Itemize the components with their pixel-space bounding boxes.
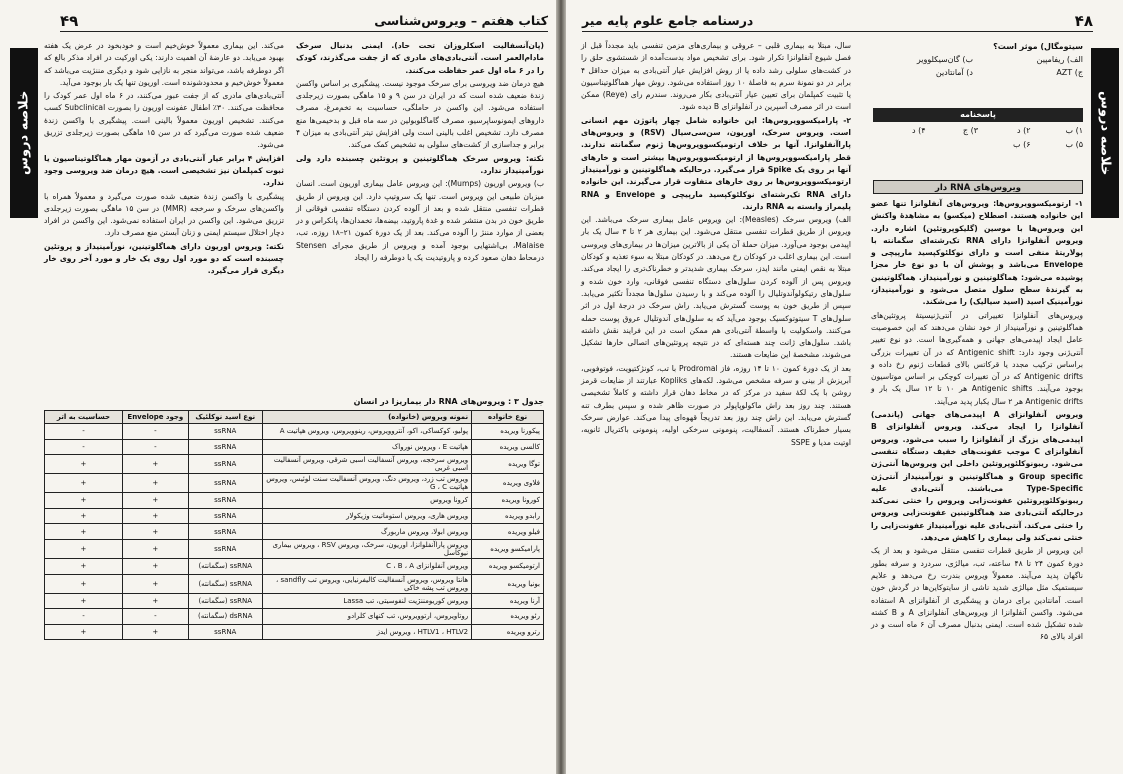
paragraph: سال، مبتلا به بیماری قلبی – عروقی و بیماری‌های مزمن تنفسی باید مجدداً قبل از فصل شیوع آنفلوانزا تکرار شود. برای تشخیص مواد بدست‌آمده از شستشوی حلق را در کشت‌های سلولی رشد داده یا از روش افزایش عیار آنتی‌بادی به میزان حداقل ۴ برابر در دو نمونهٔ سرم به فاصلهٔ ۱۰ روز استفاده می‌شود. روش مهار هماگلوتیناسیون یا تثبیت کمپلمان برای تعیین عیار آنتی‌بادی بکار می‌روند. سندرم رای (Reye) ممکن است در اثر مصرف آسپرین در آنفلوانزای B دیده شود.	[581, 41, 852, 112]
cell-examples: کرونا ویروس	[262, 493, 471, 509]
page-number: ۴۹	[60, 11, 79, 30]
cell-ether: -	[45, 424, 123, 440]
text-column-left	[581, 40, 851, 760]
col-header-family: نوع خانواده	[472, 411, 544, 424]
book-title: درسنامه جامع علوم پایه میر	[582, 13, 754, 28]
cell-nucleic-acid: ssRNA	[188, 539, 262, 558]
cell-nucleic-acid: ssRNA (سگمانته)	[188, 558, 262, 574]
cell-family: رترو ویریده	[472, 624, 544, 640]
cell-envelope: +	[122, 508, 188, 524]
table-row	[45, 474, 544, 493]
cell-examples: پولیو، کوکساکی، اکو، آنتروویروس، رینوویروس، ویروس هپاتیت A	[262, 424, 471, 440]
paragraph: می‌کند. این بیماری معمولاً خوش‌خیم است و خودبخود در عرض یک هفته بهبود می‌یابد. دو عارضهٔ آن اهمیت دارند: یکی اورکیت در افراد مذکر بالغ که اگر دوطرفه باشد، می‌تواند منجر به نازایی شود و دیگری مننژیت می‌باشد که معمولاً خوش‌خیم و محدودشونده است. اوریون تنها یک بار بوجود می‌آید.	[44, 41, 284, 87]
table-body	[45, 424, 544, 640]
paragraph: (پان‌آنسفالیت اسکلروزان تحت حاد). ایمنی بدنبال سرخک مادام‌العمر است. آنتی‌بادی‌های مادری که از جفت می‌گذرند، کودک را در ۶ ماه اول عمر حفاظت می‌کنند.	[296, 41, 544, 75]
page-right	[566, 0, 1123, 774]
cell-envelope: +	[122, 493, 188, 509]
book-title: کتاب هفتم – ویروس‌شناسی	[374, 13, 548, 28]
cell-ether: -	[45, 439, 123, 455]
col-header-examples: نمونه ویروس (خانواده)	[262, 411, 471, 424]
table-row	[45, 493, 544, 509]
cell-ether: +	[45, 558, 123, 574]
col-header-nucleic-acid: نوع اسید نوکلئیک	[188, 411, 262, 424]
paragraph: الف) ویروس سرخک (Measles): این ویروس عامل بیماری سرخک می‌باشد. این ویروس از طریق قطرات تنفسی منتقل می‌شود. این بیماری هر ۲ تا ۳ سال یک بار اپیدمی بوجود می‌آورد. میزان حملهٔ آن یکی از بالاترین میزان‌ها در بیماری‌های ویروسی است. این بیماری اغلب در کودکان رخ می‌دهد. در کودکان مبتلا به سوء تغذیه و کودکان مبتلا به نقص ایمنی مانند ایدز، سرخک بیماری شدیدتر و خطرناک‌تری را ایجاد می‌کند. ویروس پس از آلوده کردن سلول‌های دستگاه تنفسی فوقانی، وارد خون شده و سلول‌های رتیکولوآندوتلیال را آلوده می‌کند و با رسیدن سلول‌ها مجدداً تکثیر می‌یابد. سپس از طریق خون به پوست گسترش می‌یابد. راش سرخک در درجهٔ اول در اثر سلول‌های T سیتوتوکسیک بوجود می‌آید که به سلول‌های آندوتلیال عروق پوست حمله می‌کنند. واسکولیت با واسطهٔ آنتی‌بادی هم ممکن است در این فرایند نقش داشته باشد. سلول‌های ژانت چند هسته‌ای که در نتیجه پروتئین‌های اتصالی خارها تشکیل می‌شوند، مشخصهٔ این ضایعات هستند.	[581, 215, 852, 360]
cell-envelope: -	[122, 439, 188, 455]
cell-family: فیلو ویریده	[472, 524, 544, 540]
table-row	[45, 455, 544, 474]
paragraph: ویروس‌های آنفلوانزا تغییراتی در آنتی‌ژنیسیتهٔ پروتئین‌های هماگلوتینین و نورآمینیداز از خود نشان می‌دهند که این خصوصیت عامل ایجاد اپیدمی‌های جهانی و همه‌گیری‌ها است. دو نوع تغییر آنتی‌ژنی وجود دارد: Antigenic shift که در آن تغییرات بزرگی براساس ترکیب مجدد یا قرکاتس بالای قطعات ژنوم رخ داده و Antigenic drifts که در آن تغییرات کوچکی بر اساس موتاسیون بوجود می‌آیند. Antigenic shifts هر ۱۰ تا ۱۲ سال یک بار و Antigenic drifts هر ۲ سال یکبار پدید می‌آیند.	[871, 310, 1083, 406]
table-row	[45, 439, 544, 455]
col-header-envelope: وجود Envelope	[122, 411, 188, 424]
cell-ether: +	[45, 539, 123, 558]
book-gutter	[556, 0, 566, 774]
rna-virus-table	[44, 410, 544, 640]
paragraph: هیچ درمان ضد ویروسی برای سرخک موجود نیست. پیشگیری بر اساس واکسن زندهٔ ضعیف شده است که در ایران در سن ۹ و ۱۵ ماهگی بصورت زیرجلدی استفاده می‌شود. این واکسن در حاملگی، حساسیت به تخم‌مرغ، مصرف داروهای ایمونوساپرسیو، مصرف گاماگلوبولین در سه ماه قبل و بدخیمی‌ها منع مصرف دارد. تشخیص اغلب بالینی است ولی افزایش تیتر آنتی‌بادی به میزان ۴ برابر و جداسازی از کشت‌های سلولی به تشخیص کمک می‌کند.	[296, 78, 544, 150]
cell-envelope: +	[122, 593, 188, 609]
cell-examples: ویروس تب زرد، ویروس دنگ، ویروس آنسفالیت سنت لوئیس، ویروس هپاتیت G ، C	[262, 474, 471, 493]
question-options	[873, 53, 1083, 79]
option: الف) ریفامپین	[1036, 55, 1083, 64]
page-number: ۴۸	[1074, 11, 1093, 30]
cell-ether: +	[45, 524, 123, 540]
table-row	[45, 593, 544, 609]
cell-envelope: +	[122, 558, 188, 574]
paragraph: آنتی‌بادی‌های مادری که از جفت عبور می‌کنند، در ۶ ماه اول عمر کودک را محافظت می‌کنند. ۳۰٪ اطفال عفونت اوریون را بصورت Subclinical کسب می‌کنند. تشخیص اوریون معمولاً بالینی است. پیشگیری با واکسن زندهٔ ضعیف شده صورت می‌گیرد که در سن ۱۵ ماهگی بصورت زیرجلدی تزریق می‌شود.	[44, 91, 285, 150]
cell-envelope: -	[122, 609, 188, 625]
table-row	[45, 609, 544, 625]
paragraph: ۲- پارامیکسوویروس‌ها: این خانواده شامل چهار پاتوژن مهم انسانی است. ویروس سرخک، اوریون، سن‌سی‌سیال (RSV) و ویروس‌های پاراآنفلوانزا. آنها بر خلاف ارتومیکسوویروس‌ها ژنوم سگمانته ندارند. قطر پارامیکسوویروس‌ها از ارتومیکسوویروس‌ها بیشتر است و خارهای آنها بر روی یک Spike قرار می‌گیرد. درحالیکه هماگلوتینین و نورآمینیداز ارتومیکسوویروس‌ها بر روی خارهای متفاوت قرار می‌گیرند. این خانواده دارای RNA تک‌رشته‌ای نوکلئوکپسید مارپیچی و Envelope و RNA پلیمراز وابسته به RNA دارند.	[581, 115, 851, 211]
cell-family: توگا ویریده	[472, 455, 544, 474]
cell-nucleic-acid: ssRNA	[188, 524, 262, 540]
answer: ۳) ج	[962, 126, 978, 135]
cell-envelope: +	[122, 455, 188, 474]
text-column-right	[296, 40, 544, 410]
answer: ۵) ب	[1065, 140, 1083, 149]
cell-nucleic-acid: ssRNA	[188, 439, 262, 455]
cell-ether: +	[45, 493, 123, 509]
cell-envelope: +	[122, 539, 188, 558]
paragraph: پیشگیری با واکسن زندهٔ ضعیف شده صورت می‌گیرد و معمولاً همراه با واکسن‌های سرخک و سرخجه (MMR) در سن ۱۵ ماهگی بصورت زیرجلدی تزریق می‌شود. این واکسن در ایران استفاده نمی‌شود. این واکسن در افراد دچار اختلال سیستم ایمنی و زنان آبستن منع مصرف دارد.	[44, 191, 284, 238]
cell-ether: +	[45, 574, 123, 593]
cell-ether: -	[45, 609, 123, 625]
cell-ether: +	[45, 508, 123, 524]
answer: ۶) ب	[1013, 140, 1031, 149]
cell-nucleic-acid: ssRNA	[188, 474, 262, 493]
section-heading: ویروس‌های RNA دار	[873, 180, 1083, 194]
table-row	[45, 574, 544, 593]
cell-family: بونیا ویریده	[472, 574, 544, 593]
paragraph: ب) ویروس اوریون (Mumps): این ویروس عامل بیماری اوریون است. انسان میزبان طبیعی این ویروس است. تنها یک سروتیپ دارد. این ویروس از طریق قطرات تنفسی منتقل شده و بعد از آلوده کردن دستگاه تنفسی فوقانی از طریق خون در بدن منتشر شده و غدهٔ پاروتید، بیضه‌ها، تخمدان‌ها، پانکراس و در بعضی از موارد مننژ را آلوده می‌کند. بعد از یک دورهٔ کمون ۲۱–۱۸ روزه، تب، Malaise، بی‌اشتهایی بوجود آمده و ویروس از طریق مجرای Stensen درمحاط دهان صعود کرده و پاروتیدیت یک یا دوطرفه را ایجاد	[296, 179, 545, 263]
cell-examples: هانتا ویروس، ویروس آنسفالیت کالیفرنیایی، ویروس تب sandfly ، ویروس تب پشه خاکی	[262, 574, 471, 593]
cell-envelope: +	[122, 574, 188, 593]
cell-examples: ویروس هاری، ویروس استوماتیت وزیکولار	[262, 508, 471, 524]
answer-key-title: پاسخنامه	[873, 108, 1083, 122]
cell-family: کالسی ویریده	[472, 439, 544, 455]
cell-envelope: -	[122, 424, 188, 440]
cell-examples: ویروس سرخجه، ویروس آنسفالیت اسبی شرقی، ویروس آنسفالیت اسبی غربی	[262, 455, 471, 474]
cell-family: رئو ویریده	[472, 609, 544, 625]
option: د) آمانتادین	[935, 68, 973, 77]
table-row	[45, 624, 544, 640]
cell-family: ارتومیکسو ویریده	[472, 558, 544, 574]
answer: ۲) د	[1016, 126, 1031, 135]
paragraph: ۱- ارتومیکسوویروس‌ها: ویروس‌های آنفلوانزا تنها عضو این خانواده هستند. اصطلاح (میکسو) به مشاهدهٔ واکنش این ویروس‌ها با موسین (گلیکوپروتئین) اشاره دارد. ویروس آنفلوانزا دارای RNA تک‌رشته‌ای سگمانته با پولاریتهٔ منفی است و دارای نوکلئوکپسید مارپیچی و Envelope می‌باشد و پوشش آن با دو نوع خار مجزا پوشیده می‌شود: هماگلوتینین و نورآمینیداز. هماگلوتینین به گیرندهٔ سطح سلول متصل می‌شود و نورآمینیداز، نورآمینیک اسید (اسید سیالیک) را می‌شکند.	[871, 199, 1083, 307]
paragraph: ویروس آنفلوانزای A اپیدمی‌های جهانی (پاندمی) آنفلوانزا را ایجاد می‌کند. ویروس آنفلوانزای B اپیدمی‌های بزرگ از آنفلوانزا را سبب می‌شود. ویروس آنفلوانزای C موجب عفونت‌های خفیف دستگاه تنفسی می‌شود. ریبونوکلئوپروتئین داخلی این ویروس‌ها آنتی‌ژن Group specific و هماگلوتینین و نورآمینیداز آنتی‌ژن Type-Specific می‌باشند. آنتی‌بادی علیه ریبونوکلئوپروتئین عفونت‌زایی ویروس را خنثی نمی‌کند درحالیکه آنتی‌بادی ضد هماگلوتینین عفونت‌زایی ویروس را خنثی می‌کند. آنتی‌بادی علیه نورآمینیداز عفونت‌زایی را خنثی نمی‌کند ولی بیماری را کاهش می‌دهد.	[871, 410, 1083, 543]
cell-nucleic-acid: ssRNA	[188, 508, 262, 524]
question-block	[873, 40, 1083, 79]
cell-family: آرنا ویریده	[472, 593, 544, 609]
table-header-row	[45, 411, 544, 424]
table-row	[45, 424, 544, 440]
side-tab-label: خلاصه دروس	[16, 90, 32, 176]
cell-family: پارامیکسو ویریده	[472, 539, 544, 558]
table-row	[45, 558, 544, 574]
cell-envelope: +	[122, 624, 188, 640]
cell-nucleic-acid: ssRNA	[188, 455, 262, 474]
cell-nucleic-acid: dsRNA (سگمانته)	[188, 609, 262, 625]
side-tab	[1091, 48, 1119, 218]
question-stem: سیتومگال) موثر است؟	[993, 42, 1083, 51]
cell-examples: هپاتیت E ، ویروس نورواک	[262, 439, 471, 455]
paragraph: افزایش ۴ برابر عیار آنتی‌بادی در آزمون مهار هماگلوتیناسیون یا ثبوت کمپلمان نیز تشخیصی است. هیچ درمان ضد ویروسی وجود ندارد.	[44, 153, 284, 188]
cell-envelope: +	[122, 474, 188, 493]
cell-nucleic-acid: ssRNA (سگمانته)	[188, 574, 262, 593]
running-head	[60, 10, 548, 32]
cell-nucleic-acid: ssRNA (سگمانته)	[188, 593, 262, 609]
col-header-ether: حساسیت به اتر	[45, 411, 123, 424]
running-head	[582, 10, 1093, 32]
cell-examples: ویروس پاراآنفلوانزا، اوریون، سرخک، ویروس RSV ، ویروس بیماری نیوکاسل	[262, 539, 471, 558]
cell-family: کورونا ویریده	[472, 493, 544, 509]
cell-nucleic-acid: ssRNA	[188, 624, 262, 640]
answer: ۴) د	[911, 126, 926, 135]
cell-ether: +	[45, 593, 123, 609]
side-tab-label: خلاصه دروس	[1097, 90, 1113, 176]
cell-ether: +	[45, 474, 123, 493]
paragraph: این ویروس از طریق قطرات تنفسی منتقل می‌شود و بعد از یک دورهٔ کمون ۲۴ تا ۴۸ ساعته، تب، میالژی، سردرد و سرفه بطور ناگهان پدید می‌آیند. معمولاً ویروس بندرت رخ می‌دهد و علایم سیستمیک مثل میالژی شدید ناشی از سایتوکاین‌ها در گردش خون است. آمانتادین برای درمان و پیشگیری از آنفلوانزای A استفاده می‌شود. واکسن آنفلوانزا از ویروس‌های آنفلوانزای A و B کشته شده تشکیل شده است. ایمنی بدنبال مصرف آن ۶ ماه است و در افراد بالای ۶۵	[871, 546, 1083, 642]
option: ج) AZT	[1056, 68, 1083, 77]
table-row	[45, 539, 544, 558]
text-column-left	[44, 40, 285, 276]
paragraph: بعد از یک دورهٔ کمون ۱۰ تا ۱۴ روزه، فاز Prodromal با تب، کونژکتیویت، فوتوفوبی، آبریزش از بینی و سرفه مشخص می‌شود. لکه‌های Kopliks عبارتند از ضایعات قرمز روشن با یک لکهٔ سفید در مرکز که در مخاط دهان قرار داشته و کاملاً تشخیصی هستند. چند روز بعد راش ماکولوپاپولر در صورت ظاهر شده و سپس بطرف تنه گسترش می‌یابد. این راش چند روز بعد تدریجاً قهوه‌ای پیدا می‌کند. عوارض سرخک بسیار خطرناک هستند. آنسفالیت، پنومونی سرخکی اولیه، پنومونی باکتریال ثانویه، اوتیت مدیا و SSPE	[581, 363, 851, 447]
cell-ether: +	[45, 624, 123, 640]
note-paragraph: نکته: ویروس اوریون دارای هماگلوتینین، نورآمینیداز و پروتئین چسبنده است که دو مورد اول روی یک خار و مورد آخر روی خار دیگری قرار می‌گیرد.	[44, 241, 284, 276]
cell-examples: ویروس کوریومننژیت لنفوسیتی، تب Lassa	[262, 593, 471, 609]
answer: ۱) ب	[1065, 126, 1083, 135]
side-tab	[10, 48, 38, 218]
cell-examples: HTLV1 ، HTLV2 ، ویروس ایدز	[262, 624, 471, 640]
cell-nucleic-acid: ssRNA	[188, 493, 262, 509]
option: ب) گان‌سیکلوویر	[916, 55, 973, 64]
cell-ether: +	[45, 455, 123, 474]
cell-family: پیکورنا ویریده	[472, 424, 544, 440]
cell-nucleic-acid: ssRNA	[188, 424, 262, 440]
table-row	[45, 524, 544, 540]
cell-family: فلاوی ویریده	[472, 474, 544, 493]
table-caption: جدول ۳ : ویروس‌های RNA دار بیماریزا در انسان	[353, 397, 544, 406]
answer-key	[873, 124, 1083, 152]
cell-examples: روتاویروس، ارتوویروس، تب کنهای کلرادو	[262, 609, 471, 625]
text-column-right	[871, 198, 1083, 760]
page-left	[0, 0, 556, 774]
cell-examples: ویروس ابولا، ویروس ماربورگ	[262, 524, 471, 540]
cell-family: رابدو ویریده	[472, 508, 544, 524]
table-row	[45, 508, 544, 524]
cell-examples: ویروس آنفلوانزای C ، B ، A	[262, 558, 471, 574]
cell-envelope: +	[122, 524, 188, 540]
note-paragraph: نکته: ویروس سرخک هماگلوتینین و پروتئین چسبنده دارد ولی نورآمینیداز ندارد.	[296, 153, 544, 175]
